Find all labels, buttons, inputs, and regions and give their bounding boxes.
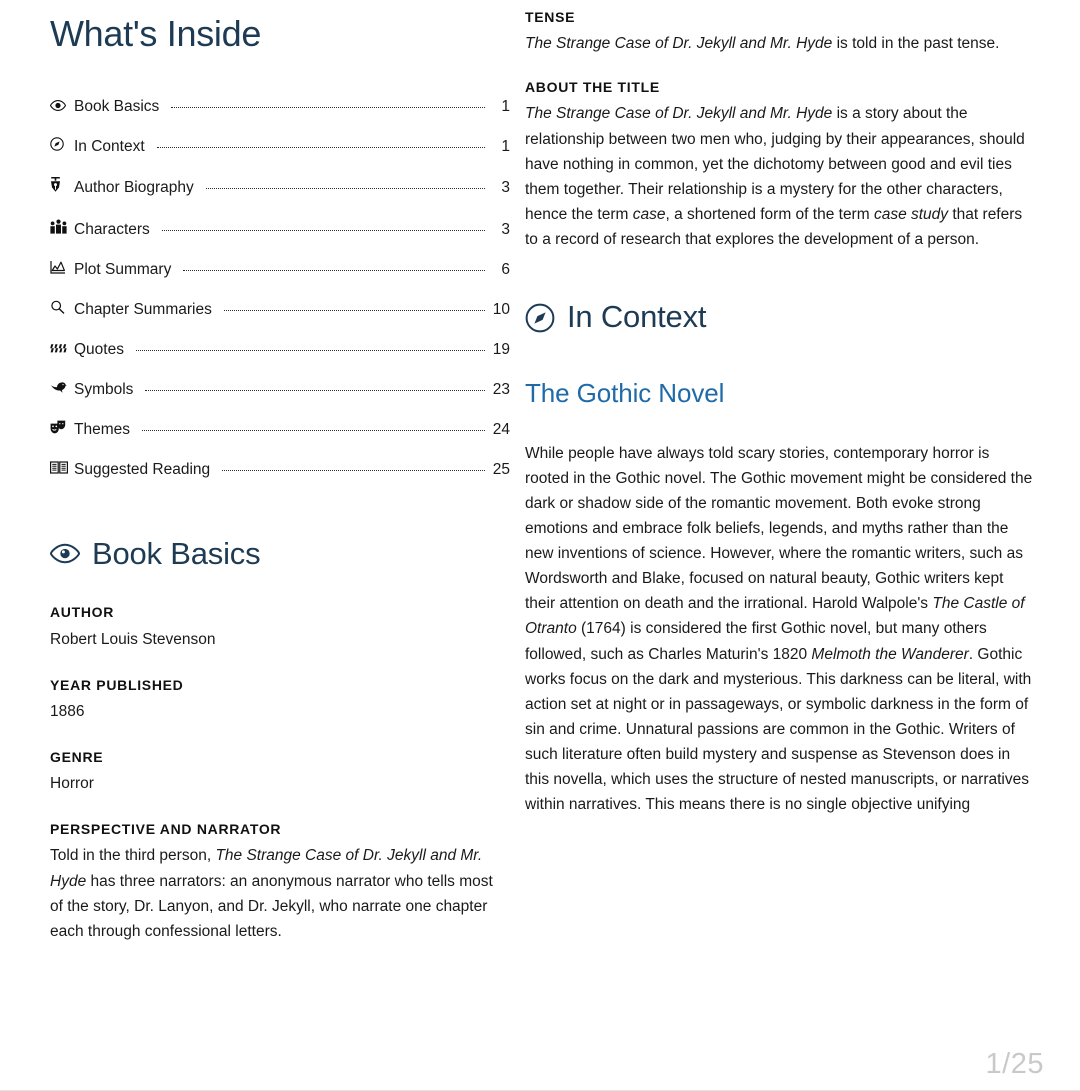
toc-item-label: Characters xyxy=(74,220,150,238)
paragraph-text-2: (1764) is considered the first Gothic novel, but many others followed, such as Charles Maturin's 1820 xyxy=(525,620,987,663)
chart-line-icon xyxy=(50,260,67,274)
about-text-1: is a story about the relationship between two men who, judging by their appearances, should have nothing in common, yet the dichotomy between good and evil ties them together. Their relationship is a mystery for the other characters, hence the term xyxy=(525,105,1025,223)
field-value: 1886 xyxy=(50,702,85,720)
toc-item-page: 19 xyxy=(492,341,510,359)
toc-item-suggested-reading[interactable] xyxy=(50,460,510,480)
field-perspective-and-narrator xyxy=(50,820,510,944)
toc-item-in-context[interactable] xyxy=(50,137,510,157)
magnifier-icon xyxy=(50,300,67,314)
left-column xyxy=(0,0,510,944)
toc-item-label: Plot Summary xyxy=(74,260,172,278)
toc-item-label: Quotes xyxy=(74,341,124,359)
paragraph-text-3: . Gothic works focus on the dark and mysterious. This darkness can be literal, with action set at night or in passageways, or symbolic darkness in the form of sin and crime. Unnatural passions are common in the Gothic. Writers of such literature often build mystery and suspense as Stevenson does in this novella, which uses the structure of nested manuscripts, or narratives within narratives. This means there is no single objective unifying xyxy=(525,645,1032,814)
toc-item-book-basics[interactable] xyxy=(50,97,510,117)
page-title: What's Inside xyxy=(50,13,262,54)
section-heading-label: Book Basics xyxy=(92,535,261,571)
in-context-paragraph xyxy=(525,441,1035,818)
table-of-contents xyxy=(50,97,510,480)
toc-item-label: Book Basics xyxy=(74,98,160,116)
book-title-italic: The Strange Case of Dr. Jekyll and Mr. Hyde xyxy=(525,35,833,53)
toc-item-label: In Context xyxy=(74,138,145,156)
perspective-text-2: has three narrators: an anonymous narrator who tells most of the story, Dr. Lanyon, and Dr. Jekyll, who narrate one chapter each through confessional letters. xyxy=(50,872,493,940)
toc-item-page: 6 xyxy=(501,260,510,278)
term-case-italic: case xyxy=(632,205,666,223)
toc-item-page: 25 xyxy=(492,461,510,479)
field-year-published xyxy=(50,676,510,724)
field-label: AUTHOR xyxy=(50,604,115,621)
toc-item-page: 1 xyxy=(501,98,510,116)
toc-item-label: Suggested Reading xyxy=(74,461,211,479)
toc-leader-dots xyxy=(142,430,485,431)
open-book-icon xyxy=(50,461,67,474)
field-genre xyxy=(50,748,510,796)
people-icon xyxy=(50,219,67,234)
pen-nib-icon xyxy=(50,177,67,192)
toc-item-page: 1 xyxy=(501,138,510,156)
bird-icon xyxy=(50,381,67,394)
field-label: YEAR PUBLISHED xyxy=(50,676,184,693)
about-text-3: that refers to a record of research that explores the development of a person. xyxy=(525,205,1023,249)
toc-leader-dots xyxy=(224,310,485,311)
toc-leader-dots xyxy=(206,188,485,189)
right-column xyxy=(510,0,1080,944)
field-label: ABOUT THE TITLE xyxy=(525,79,660,96)
field-value xyxy=(50,843,510,943)
castle-of-otranto-italic: The Castle of Otranto xyxy=(525,595,1025,638)
subsection-heading-gothic-novel: The Gothic Novel xyxy=(525,377,725,408)
toc-item-characters[interactable] xyxy=(50,219,510,240)
field-author xyxy=(50,603,510,651)
compass-icon xyxy=(50,137,67,151)
toc-item-plot-summary[interactable] xyxy=(50,260,510,280)
section-heading-in-context xyxy=(525,298,1035,337)
book-title-italic: The Strange Case of Dr. Jekyll and Mr. Hyde xyxy=(50,847,483,890)
about-text-2: , a shortened form of the term xyxy=(665,205,874,223)
term-case-study-italic: case study xyxy=(873,205,949,223)
paragraph-text-1: While people have always told scary stories, contemporary horror is rooted in the Gothic novel. The Gothic movement might be considered the dark or shadow side of the romantic movement. Both evoke strong emotions and embrace folk beliefs, legends, and myths rather than the new inventions of science. However, where the romantic writers, such as Wordsworth and Blake, focused on natural beauty, Gothic writers kept their attention on death and the irrational. Harold Walpole's xyxy=(525,444,1033,613)
field-value xyxy=(525,101,1035,252)
toc-leader-dots xyxy=(162,230,485,231)
toc-item-label: Themes xyxy=(74,421,130,439)
toc-leader-dots xyxy=(222,470,485,471)
toc-item-page: 23 xyxy=(492,381,510,399)
toc-item-page: 24 xyxy=(492,421,510,439)
melmoth-the-wanderer-italic: Melmoth the Wanderer xyxy=(811,645,969,663)
tense-text: is told in the past tense. xyxy=(832,35,1000,53)
compass-icon xyxy=(525,303,555,333)
toc-item-themes[interactable] xyxy=(50,420,510,440)
toc-leader-dots xyxy=(136,350,485,351)
toc-item-page: 3 xyxy=(501,220,510,238)
field-tense xyxy=(525,8,1035,56)
field-label: TENSE xyxy=(525,9,576,25)
toc-item-symbols[interactable] xyxy=(50,380,510,400)
toc-item-label: Chapter Summaries xyxy=(74,300,212,318)
field-label: PERSPECTIVE AND NARRATOR xyxy=(50,821,282,838)
book-title-italic: The Strange Case of Dr. Jekyll and Mr. Hyde xyxy=(525,105,833,123)
eye-icon xyxy=(50,539,80,569)
toc-leader-dots xyxy=(157,147,485,148)
toc-item-label: Author Biography xyxy=(74,179,194,197)
toc-leader-dots xyxy=(171,107,485,108)
toc-item-page: 3 xyxy=(501,179,510,197)
theater-masks-icon xyxy=(50,420,67,434)
section-heading-book-basics xyxy=(50,535,510,574)
toc-leader-dots xyxy=(183,270,485,271)
toc-item-label: Symbols xyxy=(74,381,134,399)
field-label: GENRE xyxy=(50,748,104,765)
page-indicator: 1/25 xyxy=(985,1048,1044,1080)
toc-item-author-biography[interactable] xyxy=(50,177,510,198)
toc-item-page: 10 xyxy=(492,300,510,318)
toc-item-quotes[interactable] xyxy=(50,340,510,360)
field-value: Robert Louis Stevenson xyxy=(50,630,216,648)
perspective-text-1: Told in the third person, xyxy=(50,847,216,865)
eye-icon xyxy=(50,100,67,111)
toc-leader-dots xyxy=(145,390,485,391)
quote-icon xyxy=(50,343,67,354)
section-heading-label: In Context xyxy=(567,299,707,335)
field-value: Horror xyxy=(50,775,94,793)
field-value xyxy=(525,31,1035,56)
toc-item-chapter-summaries[interactable] xyxy=(50,300,510,320)
field-about-the-title xyxy=(525,78,1035,252)
